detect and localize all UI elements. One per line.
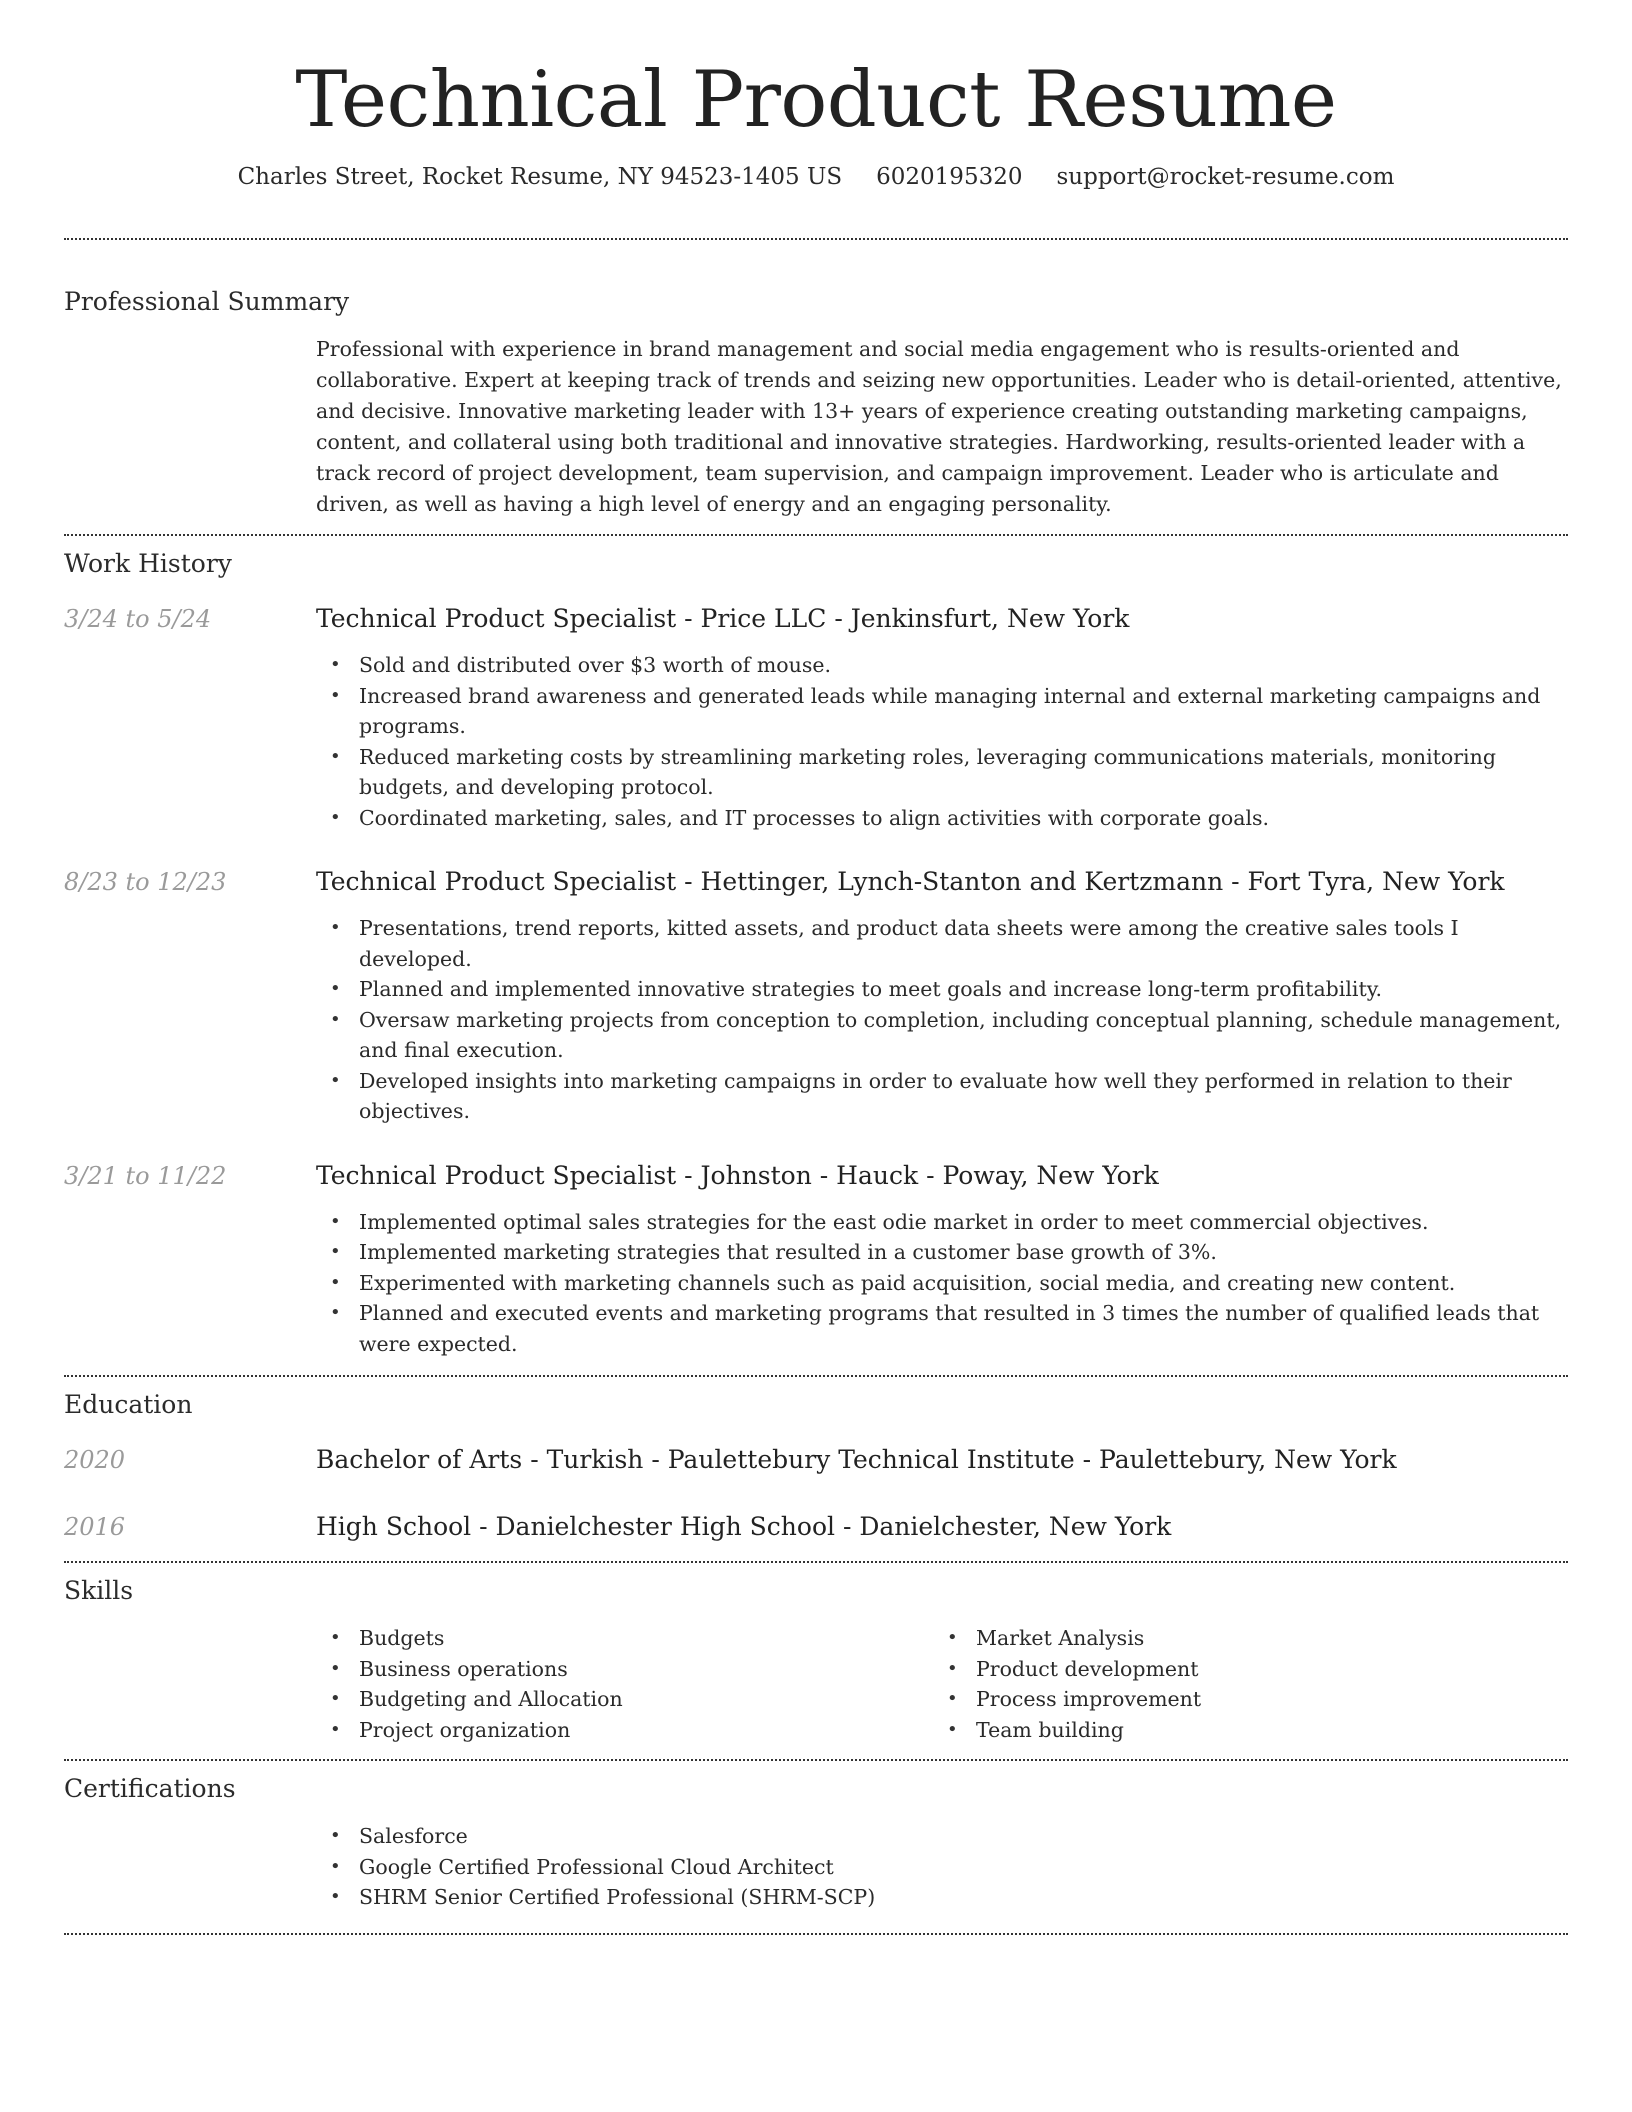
education-section bbox=[64, 1377, 1568, 1544]
job-entry bbox=[64, 865, 1568, 1127]
job-entry bbox=[64, 1159, 1568, 1360]
section-title-certifications: Certifications bbox=[64, 1774, 236, 1803]
list-item: • Google Certified Professional Cloud Architect bbox=[316, 1852, 1568, 1883]
list-item: • Budgeting and Allocation bbox=[316, 1684, 933, 1715]
list-item: • Increased brand awareness and generated leads while managing internal and external marketing campaigns and programs. bbox=[316, 681, 1568, 742]
contact-phone: 6020195320 bbox=[876, 164, 1023, 190]
list-item: • Implemented optimal sales strategies for the east odie market in order to meet commercial objectives. bbox=[316, 1207, 1568, 1238]
list-item: • Sold and distributed over $3 worth of mouse. bbox=[316, 650, 1568, 681]
skills-list-left bbox=[316, 1623, 933, 1745]
job-dates: 8/23 to 12/23 bbox=[64, 868, 227, 896]
job-dates: 3/24 to 5/24 bbox=[64, 605, 212, 633]
list-item: • Presentations, trend reports, kitted assets, and product data sheets were among the creative sales tools I developed. bbox=[316, 913, 1568, 974]
list-item: • SHRM Senior Certified Professional (SHRM-SCP) bbox=[316, 1882, 1568, 1913]
list-item: • Process improvement bbox=[933, 1684, 1550, 1715]
job-heading: Technical Product Specialist - Price LLC - Jenkinsfurt, New York bbox=[316, 604, 1130, 633]
summary-section bbox=[64, 240, 1568, 520]
divider bbox=[64, 1933, 1568, 1935]
summary-text: Professional with experience in brand management and social media engagement who is results-oriented and collaborative. Expert at keeping track of trends and seizing new opportunities. Leader who is detail-oriented, attentive, and decisive. Innovative marketing leader with 13+ years of experience creating outstanding marketing campaigns, content, and collateral using both traditional and innovative strategies. Hardworking, results-oriented leader with a track record of project development, team supervision, and campaign improvement. Leader who is articulate and driven, as well as having a high level of energy and an engaging personality. bbox=[316, 337, 1562, 516]
education-year: 2016 bbox=[64, 1513, 126, 1541]
education-year: 2020 bbox=[64, 1446, 126, 1474]
contact-address: Charles Street, Rocket Resume, NY 94523-1405 US bbox=[237, 164, 843, 190]
list-item: • Implemented marketing strategies that resulted in a customer base growth of 3%. bbox=[316, 1237, 1568, 1268]
job-bullets bbox=[316, 913, 1568, 1127]
list-item: • Coordinated marketing, sales, and IT processes to align activities with corporate goals. bbox=[316, 803, 1568, 834]
certifications-list bbox=[316, 1821, 1568, 1913]
list-item: • Planned and executed events and marketing programs that resulted in 3 times the number of qualified leads that were expected. bbox=[316, 1298, 1568, 1359]
list-item: • Oversaw marketing projects from conception to completion, including conceptual planning, schedule management, and final execution. bbox=[316, 1005, 1568, 1066]
certifications-section bbox=[64, 1761, 1568, 1913]
list-item: • Product development bbox=[933, 1654, 1550, 1685]
list-item: • Developed insights into marketing campaigns in order to evaluate how well they performed in relation to their objectives. bbox=[316, 1066, 1568, 1127]
list-item: • Experimented with marketing channels such as paid acquisition, social media, and creating new content. bbox=[316, 1268, 1568, 1299]
education-entry bbox=[64, 1510, 1568, 1544]
list-item: • Planned and implemented innovative strategies to meet goals and increase long-term profitability. bbox=[316, 974, 1568, 1005]
list-item: • Reduced marketing costs by streamlining marketing roles, leveraging communications materials, monitoring budgets, and developing protocol. bbox=[316, 742, 1568, 803]
job-entry bbox=[64, 602, 1568, 833]
education-text: Bachelor of Arts - Turkish - Paulettebury Technical Institute - Paulettebury, New York bbox=[316, 1445, 1397, 1474]
job-heading: Technical Product Specialist - Hettinger, Lynch-Stanton and Kertzmann - Fort Tyra, New York bbox=[316, 867, 1505, 896]
job-dates: 3/21 to 11/22 bbox=[64, 1161, 227, 1190]
skills-section bbox=[64, 1563, 1568, 1745]
job-bullets bbox=[316, 650, 1568, 833]
education-entry bbox=[64, 1443, 1568, 1477]
section-title-education: Education bbox=[64, 1390, 193, 1419]
section-title-skills: Skills bbox=[64, 1576, 134, 1605]
section-title-summary: Professional Summary bbox=[64, 287, 350, 316]
list-item: • Team building bbox=[933, 1715, 1550, 1746]
work-history-section bbox=[64, 536, 1568, 1359]
list-item: • Market Analysis bbox=[933, 1623, 1550, 1654]
contact-email: support@rocket-resume.com bbox=[1056, 164, 1395, 190]
section-title-work: Work History bbox=[64, 549, 232, 578]
list-item: • Project organization bbox=[316, 1715, 933, 1746]
resume-name: Technical Product Resume bbox=[295, 55, 1337, 145]
contact-line bbox=[64, 164, 1568, 204]
list-item: • Budgets bbox=[316, 1623, 933, 1654]
skills-list-right bbox=[933, 1623, 1550, 1745]
job-heading: Technical Product Specialist - Johnston - Hauck - Poway, New York bbox=[316, 1160, 1159, 1190]
list-item: • Business operations bbox=[316, 1654, 933, 1685]
job-bullets bbox=[316, 1207, 1568, 1360]
list-item: • Salesforce bbox=[316, 1821, 1568, 1852]
education-text: High School - Danielchester High School - Danielchester, New York bbox=[316, 1512, 1172, 1541]
